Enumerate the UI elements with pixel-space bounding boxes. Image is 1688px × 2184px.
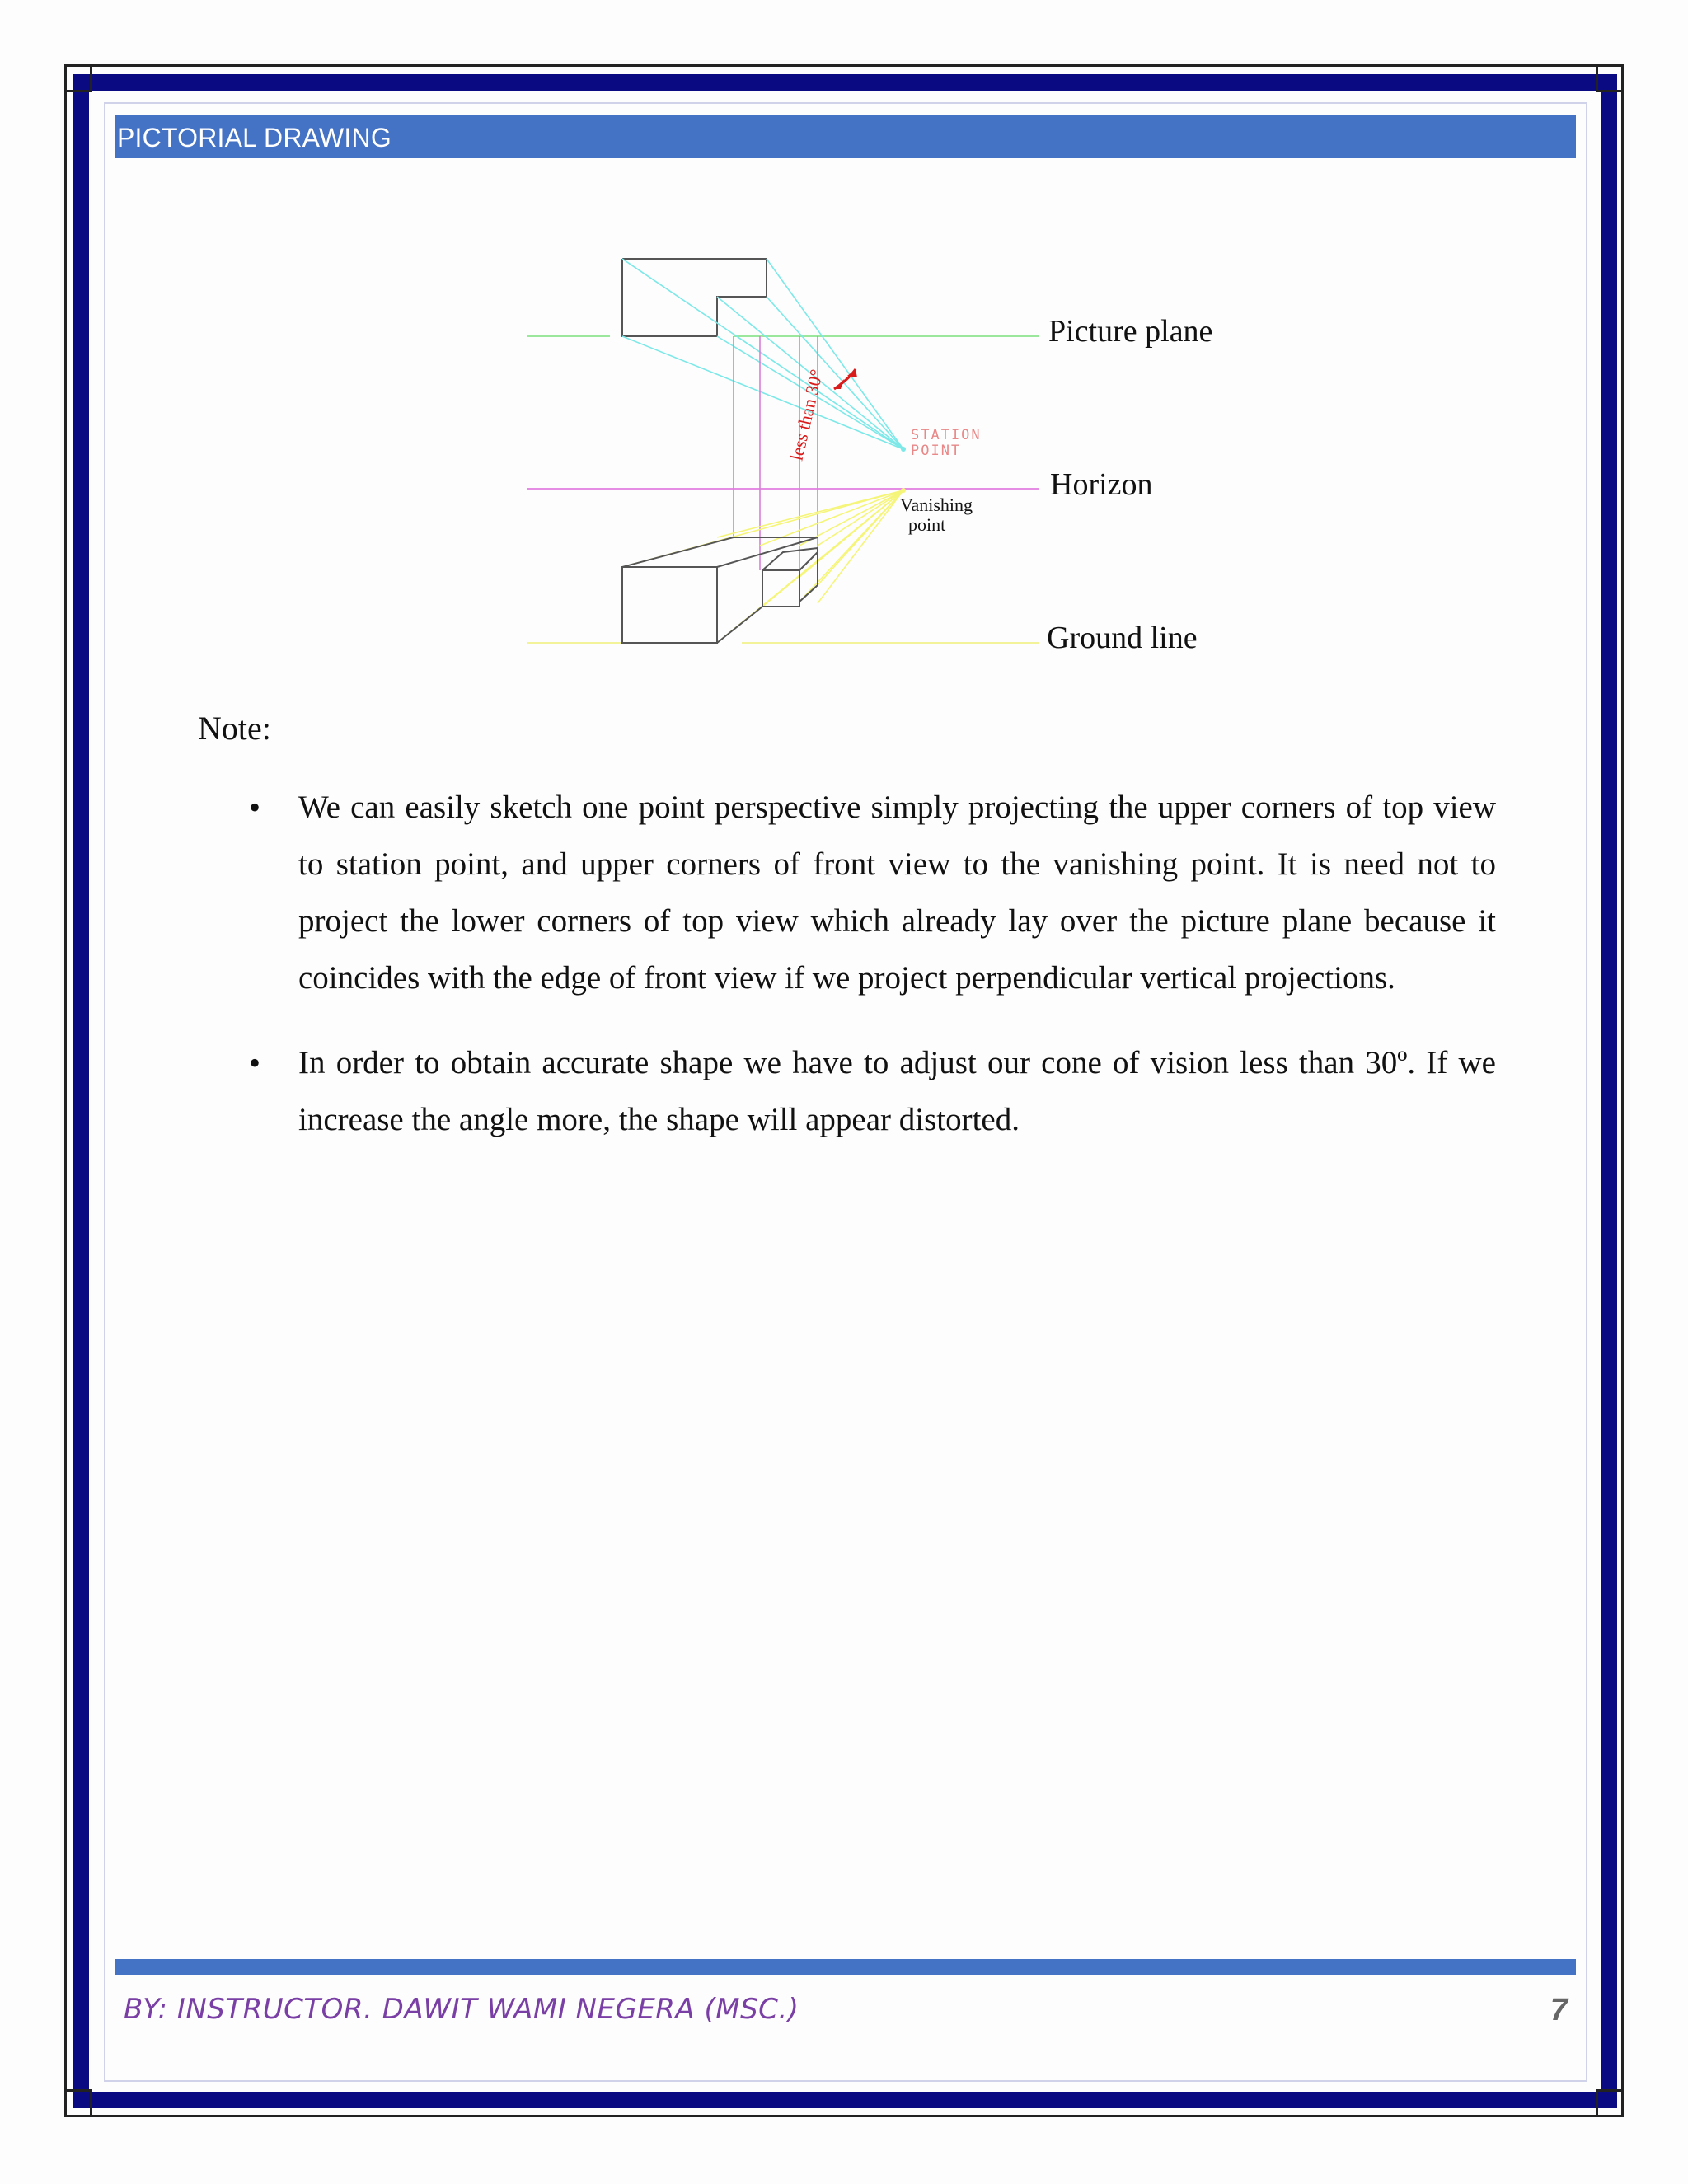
note-bullet-text: In order to obtain accurate shape we have to adjust our cone of vision less than 30º. If we increase the angle more, the shape will appear distorted. [298, 1045, 1496, 1137]
corner-ornament-bottom-left [64, 2089, 92, 2117]
horizon-label: Horizon [1050, 467, 1153, 502]
vanishing-point-label-2: point [908, 514, 946, 535]
note-bullet-text: We can easily sketch one point perspective simply projecting the upper corners of top view to station point, and upper corners of front view to the vanishing point. It is need not to project the lower corners of top view which already lay over the picture plane because it coincides with the edge of front view if we project perpendicular vertical projections. [298, 790, 1496, 996]
station-point-label-1: STATION [911, 427, 982, 443]
vanishing-point-label-1: Vanishing [900, 494, 973, 515]
vanishing-point-marker [901, 488, 906, 493]
top-view-shape [622, 259, 767, 336]
perspective-diagram-svg [511, 247, 1253, 676]
page-number: 7 [1550, 1993, 1568, 2027]
top-view-projectors [622, 259, 903, 449]
corner-ornament-top-right [1596, 64, 1624, 92]
header-title: PICTORIAL DRAWING [117, 123, 392, 152]
picture-plane-label: Picture plane [1048, 314, 1213, 349]
footer-bar [115, 1959, 1576, 1975]
note-label: Note: [198, 710, 271, 747]
corner-ornament-top-left [64, 64, 92, 92]
note-bullet-2 [239, 1034, 1496, 1148]
station-point-label-2: POINT [911, 443, 962, 459]
station-point-marker [901, 447, 906, 452]
ground-line-label: Ground line [1047, 621, 1198, 655]
angle-note: less than 30° [785, 367, 828, 463]
bullet-icon: • [249, 789, 261, 826]
perspective-diagram [511, 247, 1253, 676]
bullet-icon: • [249, 1044, 261, 1081]
note-bullet-1 [239, 779, 1496, 1006]
note-bullet-list [239, 779, 1496, 1176]
front-view-shape [622, 537, 818, 643]
corner-ornament-bottom-right [1596, 2089, 1624, 2117]
footer-author: BY: INSTRUCTOR. DAWIT WAMI NEGERA (MSC.) [124, 1993, 799, 2026]
